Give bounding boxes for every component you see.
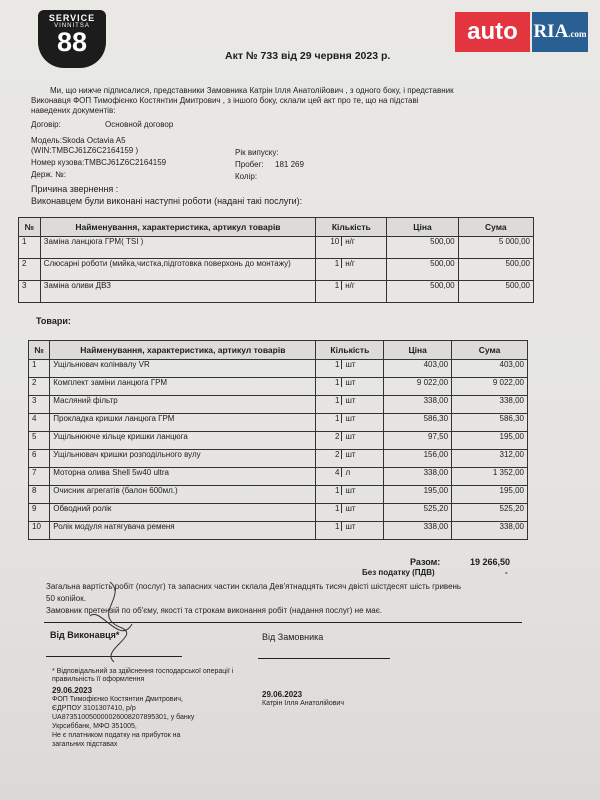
goods-row bbox=[29, 396, 528, 414]
goods-row bbox=[29, 486, 528, 504]
executor-detail-2: ЄДРПОУ 3101307410, р/р bbox=[52, 705, 136, 712]
logo-line1: SERVICE bbox=[48, 13, 96, 23]
goods-qty-value: 1 bbox=[319, 360, 342, 369]
goods-sum: 195,00 bbox=[452, 432, 528, 450]
works-price: 500,00 bbox=[387, 281, 458, 303]
vat-value: - bbox=[505, 568, 508, 577]
goods-row bbox=[29, 414, 528, 432]
intro-line-2: Виконавця ФОП Тимофієнко Костянтин Дмитрович , з іншого боку, склали цей акт про те, що на підставі bbox=[31, 96, 419, 105]
executor-detail-3: UA873510050000026008207895301, у банку bbox=[52, 714, 195, 721]
goods-sum: 403,00 bbox=[452, 360, 528, 378]
summary-line-1: Загальна вартість робіт (послуг) та запасних частин склала Дев'ятнадцять тисяч двісті шістдесят шість гривень bbox=[46, 582, 462, 591]
works-col-sum: Сума bbox=[458, 218, 533, 237]
footnote-line-1: * Відповідальний за здійснення господарської операції і bbox=[52, 668, 234, 675]
works-col-price: Ціна bbox=[387, 218, 458, 237]
goods-col-num: № bbox=[29, 341, 50, 360]
goods-header-row bbox=[29, 341, 528, 360]
goods-unit: шт bbox=[345, 378, 356, 387]
vat-label: Без податку (ПДВ) bbox=[362, 568, 435, 577]
goods-sum: 195,00 bbox=[452, 486, 528, 504]
goods-sum: 338,00 bbox=[452, 396, 528, 414]
goods-name: Ущільнювач кришки розподільного вулу bbox=[50, 450, 316, 468]
goods-num: 6 bbox=[29, 450, 50, 468]
total-sum-label: Разом: bbox=[410, 557, 441, 567]
vehicle-body: Номер кузова:TMBCJ61Z6C2164159 bbox=[31, 158, 167, 167]
works-num: 3 bbox=[19, 281, 41, 303]
goods-num: 1 bbox=[29, 360, 50, 378]
goods-price: 586,30 bbox=[384, 414, 452, 432]
goods-num: 9 bbox=[29, 504, 50, 522]
goods-num: 2 bbox=[29, 378, 50, 396]
executor-detail-5: Не є платником податку на прибуток на bbox=[52, 732, 181, 739]
goods-num: 4 bbox=[29, 414, 50, 432]
works-price: 500,00 bbox=[387, 237, 458, 259]
contract-value: Основной договор bbox=[105, 120, 174, 129]
works-price: 500,00 bbox=[387, 259, 458, 281]
goods-unit: шт bbox=[345, 522, 356, 531]
executor-detail-4: Укрсиббанк, МФО 351005, bbox=[52, 723, 137, 730]
claims-text: Замовник претензій по об'єму, якості та строкам виконання робіт (надання послуг) не має. bbox=[46, 606, 382, 615]
works-table bbox=[18, 217, 534, 303]
intro-line-3: наведених документів: bbox=[31, 106, 116, 115]
goods-price: 156,00 bbox=[384, 450, 452, 468]
works-body bbox=[19, 237, 534, 303]
goods-qty bbox=[316, 414, 384, 432]
goods-name: Прокладка кришки ланцюга ГРМ bbox=[50, 414, 316, 432]
watermark-ria-text: RIA bbox=[533, 21, 569, 42]
goods-row bbox=[29, 378, 528, 396]
works-sum: 500,00 bbox=[458, 281, 533, 303]
goods-unit: л bbox=[345, 468, 351, 477]
goods-row bbox=[29, 360, 528, 378]
goods-qty bbox=[316, 468, 384, 486]
goods-name: Комплект заміни ланцюга ГРМ bbox=[50, 378, 316, 396]
goods-unit: шт bbox=[345, 504, 356, 513]
goods-price: 338,00 bbox=[384, 468, 452, 486]
total-sum-value: 19 266,50 bbox=[470, 557, 511, 567]
signature-scribble bbox=[70, 576, 150, 668]
goods-price: 338,00 bbox=[384, 396, 452, 414]
goods-col-sum: Сума bbox=[452, 341, 528, 360]
vehicle-model: Модель:Skoda Octavia A5 bbox=[31, 136, 126, 145]
works-row bbox=[19, 237, 534, 259]
goods-qty-value: 1 bbox=[319, 486, 342, 495]
goods-price: 97,50 bbox=[384, 432, 452, 450]
watermark-com: .com bbox=[568, 29, 587, 39]
goods-unit: шт bbox=[345, 486, 356, 495]
customer-date: 29.06.2023 bbox=[262, 690, 303, 699]
goods-sum: 525,20 bbox=[452, 504, 528, 522]
works-num: 2 bbox=[19, 259, 41, 281]
vehicle-color-label: Колір: bbox=[235, 172, 258, 181]
goods-qty bbox=[316, 486, 384, 504]
goods-qty-value: 1 bbox=[319, 504, 342, 513]
goods-price: 195,00 bbox=[384, 486, 452, 504]
works-row bbox=[19, 281, 534, 303]
logo-line3: 88 bbox=[56, 27, 88, 57]
vehicle-year-label: Рік випуску: bbox=[235, 148, 279, 157]
goods-table bbox=[28, 340, 528, 540]
goods-qty-value: 1 bbox=[319, 522, 342, 531]
customer-name: Катрін Ілля Анатолійович bbox=[262, 700, 344, 707]
contract-label: Договір: bbox=[31, 120, 61, 129]
goods-body bbox=[29, 360, 528, 540]
goods-qty bbox=[316, 522, 384, 540]
executor-date: 29.06.2023 bbox=[52, 686, 93, 695]
works-intro: Виконавцем були виконані наступні роботи (надані такі послуги): bbox=[31, 196, 303, 206]
goods-price: 525,20 bbox=[384, 504, 452, 522]
goods-name: Ущільнювач колінвалу VR bbox=[50, 360, 316, 378]
vehicle-mileage-label: Пробег: bbox=[235, 160, 264, 169]
vehicle-reg: Держ. №: bbox=[31, 170, 66, 179]
goods-name: Ролік модуля натягувача ременя bbox=[50, 522, 316, 540]
goods-price: 9 022,00 bbox=[384, 378, 452, 396]
goods-row bbox=[29, 468, 528, 486]
vehicle-mileage-value: 181 269 bbox=[275, 160, 304, 169]
goods-name: Ущільнююче кільце кришки ланцюга bbox=[50, 432, 316, 450]
works-row bbox=[19, 259, 534, 281]
goods-sum: 9 022,00 bbox=[452, 378, 528, 396]
works-sum: 5 000,00 bbox=[458, 237, 533, 259]
watermark-ria bbox=[532, 12, 588, 52]
works-sum: 500,00 bbox=[458, 259, 533, 281]
customer-label: Від Замовника bbox=[262, 632, 324, 642]
works-name: Слюсарні роботи (мийка,чистка,підготовка поверхонь до монтажу) bbox=[40, 259, 316, 281]
works-qty bbox=[316, 259, 387, 281]
works-name: Заміна оливи ДВЗ bbox=[40, 281, 316, 303]
goods-sum: 1 352,00 bbox=[452, 468, 528, 486]
goods-price: 403,00 bbox=[384, 360, 452, 378]
goods-qty-value: 4 bbox=[319, 468, 342, 477]
goods-name: Масляний фільтр bbox=[50, 396, 316, 414]
goods-qty-value: 1 bbox=[319, 378, 342, 387]
goods-qty bbox=[316, 432, 384, 450]
works-name: Заміна ланцюга ГРМ( TSI ) bbox=[40, 237, 316, 259]
goods-qty bbox=[316, 396, 384, 414]
summary-line-2: 50 копійок. bbox=[46, 594, 86, 603]
works-qty-value: 10 bbox=[319, 237, 342, 246]
works-header-row bbox=[19, 218, 534, 237]
works-unit: н/г bbox=[345, 237, 355, 246]
goods-qty-value: 2 bbox=[319, 450, 342, 459]
executor-label: Від Виконавця* bbox=[50, 630, 120, 640]
goods-row bbox=[29, 522, 528, 540]
goods-sum: 312,00 bbox=[452, 450, 528, 468]
goods-label: Товари: bbox=[36, 316, 71, 326]
goods-unit: шт bbox=[345, 360, 356, 369]
reason-label: Причина звернення : bbox=[31, 184, 119, 194]
goods-sum: 586,30 bbox=[452, 414, 528, 432]
works-col-name: Найменування, характеристика, артикул товарів bbox=[40, 218, 316, 237]
goods-qty bbox=[316, 378, 384, 396]
executor-detail-1: ФОП Тимофієнко Костянтин Дмитрович, bbox=[52, 696, 183, 703]
works-col-qty: Кількість bbox=[316, 218, 387, 237]
goods-name: Моторна олива Shell 5w40 ultra bbox=[50, 468, 316, 486]
goods-col-price: Ціна bbox=[384, 341, 452, 360]
goods-num: 7 bbox=[29, 468, 50, 486]
works-unit: н/г bbox=[345, 259, 355, 268]
works-qty bbox=[316, 281, 387, 303]
executor-detail-6: загальних підставах bbox=[52, 741, 118, 748]
service-88-logo bbox=[38, 10, 106, 68]
vehicle-win: (WIN:TMBCJ61Z6C2164159 ) bbox=[31, 146, 139, 155]
page-title: Акт № 733 від 29 червня 2023 р. bbox=[225, 50, 391, 62]
goods-qty-value: 1 bbox=[319, 396, 342, 405]
goods-price: 338,00 bbox=[384, 522, 452, 540]
works-qty bbox=[316, 237, 387, 259]
goods-name: Обводний ролік bbox=[50, 504, 316, 522]
works-num: 1 bbox=[19, 237, 41, 259]
goods-qty bbox=[316, 360, 384, 378]
goods-unit: шт bbox=[345, 414, 356, 423]
goods-num: 8 bbox=[29, 486, 50, 504]
watermark-auto: auto bbox=[455, 12, 530, 52]
goods-unit: шт bbox=[345, 450, 356, 459]
goods-qty-value: 1 bbox=[319, 414, 342, 423]
works-unit: н/г bbox=[345, 281, 355, 290]
goods-num: 10 bbox=[29, 522, 50, 540]
goods-sum: 338,00 bbox=[452, 522, 528, 540]
goods-qty bbox=[316, 504, 384, 522]
goods-num: 3 bbox=[29, 396, 50, 414]
goods-unit: шт bbox=[345, 432, 356, 441]
goods-row bbox=[29, 450, 528, 468]
customer-sign-line bbox=[258, 658, 390, 659]
works-qty-value: 1 bbox=[319, 281, 342, 290]
goods-row bbox=[29, 504, 528, 522]
goods-row bbox=[29, 432, 528, 450]
goods-col-qty: Кількість bbox=[316, 341, 384, 360]
goods-name: Очисник агрегатів (балон 600мл.) bbox=[50, 486, 316, 504]
goods-col-name: Найменування, характеристика, артикул товарів bbox=[50, 341, 316, 360]
works-qty-value: 1 bbox=[319, 259, 342, 268]
goods-qty bbox=[316, 450, 384, 468]
goods-qty-value: 2 bbox=[319, 432, 342, 441]
logo-line2: VINNITSA bbox=[54, 23, 90, 29]
goods-num: 5 bbox=[29, 432, 50, 450]
footnote-line-2: правильність її оформлення bbox=[52, 676, 145, 683]
works-col-num: № bbox=[19, 218, 41, 237]
goods-unit: шт bbox=[345, 396, 356, 405]
intro-line-1: Ми, що нижче підписалися, представники Замовника Катрін Ілля Анатолійович , з одного боку, і представник bbox=[50, 86, 454, 95]
